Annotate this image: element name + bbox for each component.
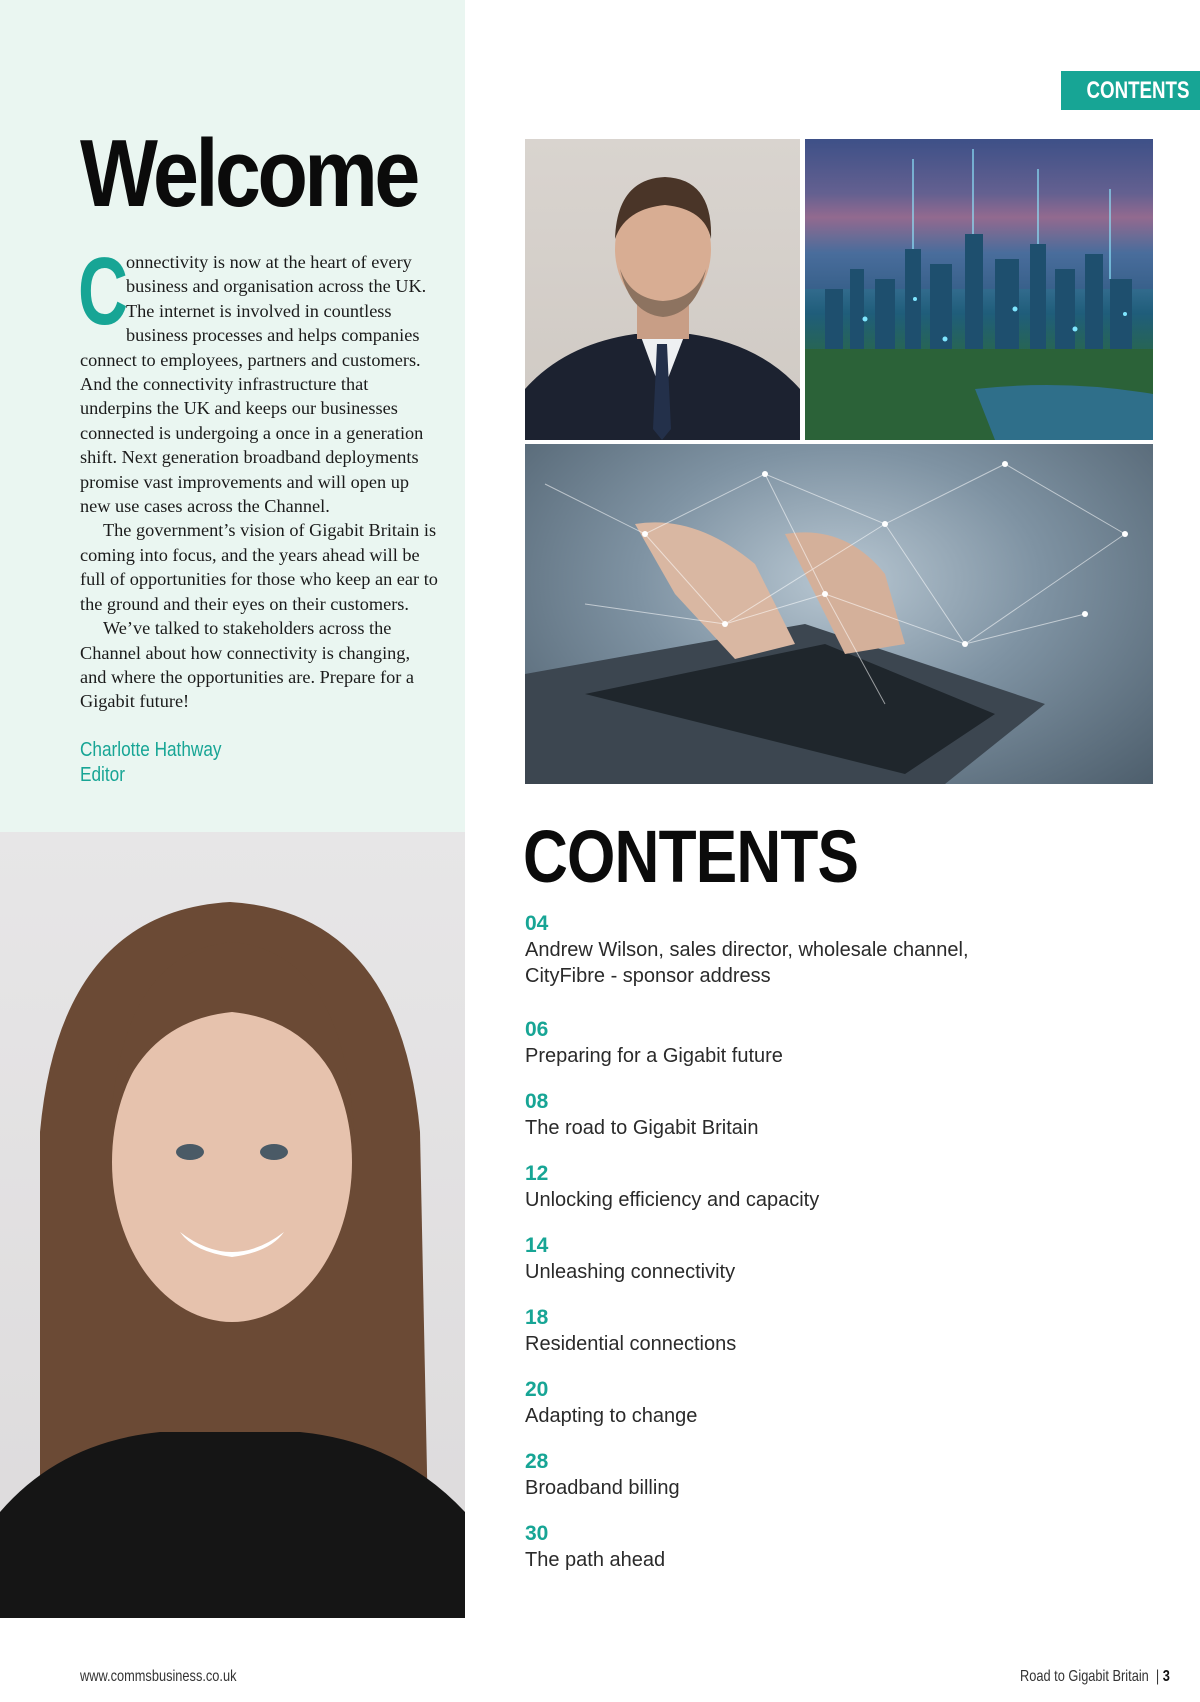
contents-page-number: 12 — [525, 1162, 549, 1185]
editor-role: Editor — [80, 764, 125, 786]
laptop-network-photo — [525, 444, 1153, 784]
footer-publication-title: Road to Gigabit Britain — [1020, 1668, 1149, 1685]
contents-item[interactable] — [525, 1160, 1145, 1213]
editor-portrait-photo — [0, 832, 465, 1618]
contents-item-title: Broadband billing — [525, 1477, 680, 1499]
welcome-intro — [78, 238, 438, 714]
intro-paragraph-2: The government’s vision of Gigabit Britain is coming into focus, and the years ahead will be full of opportunities for those who keep an ear to the ground and their eyes on their customers. — [80, 520, 438, 614]
contents-page-number: 08 — [525, 1090, 549, 1113]
contents-item-title: Preparing for a Gigabit future — [525, 1045, 783, 1067]
contents-item-title: Andrew Wilson, sales director, wholesale channel, — [525, 939, 969, 961]
contents-item[interactable] — [525, 1376, 1145, 1429]
contents-item[interactable] — [525, 1016, 1145, 1069]
contents-item-title: Unleashing connectivity — [525, 1261, 736, 1283]
contents-item[interactable] — [525, 1232, 1145, 1285]
contents-item[interactable] — [525, 1520, 1145, 1573]
dropcap-letter: C — [78, 238, 128, 345]
contents-item-title: Adapting to change — [525, 1405, 698, 1427]
contents-page-number: 06 — [525, 1018, 549, 1041]
contents-item-title: The path ahead — [525, 1549, 666, 1571]
intro-paragraph-3: We’ve talked to stakeholders across the Channel about how connectivity is changing, and where the opportunities are. Prepare for a Gigabit future! — [80, 618, 414, 712]
intro-paragraph-1-text: onnectivity is now at the heart of every business and organisation across the UK. The internet is involved in countless business processes and helps companies connect to employees, partners and customers. And the connectivity infrastructure that underpins the UK and keeps our businesses connected is undergoing a once in a generation shift. Next generation broadband deployments promise vast improvements and will open up new use cases across the Channel. — [80, 252, 427, 517]
contents-item-title: The road to Gigabit Britain — [525, 1117, 759, 1139]
contents-item[interactable] — [525, 910, 1145, 989]
editor-name: Charlotte Hathway — [80, 739, 222, 761]
footer-website[interactable]: www.commsbusiness.co.uk — [80, 1668, 237, 1685]
contents-page-number: 20 — [525, 1378, 549, 1401]
contents-title: CONTENTS — [523, 815, 859, 898]
section-tag-label: CONTENTS — [1086, 76, 1189, 104]
contents-item[interactable] — [525, 1448, 1145, 1501]
footer-separator: | — [1155, 1668, 1160, 1685]
sponsor-portrait-photo — [525, 139, 800, 440]
section-tag — [1061, 71, 1200, 110]
contents-item-title: Unlocking efficiency and capacity — [525, 1189, 820, 1211]
intro-paragraph-1 — [78, 238, 438, 518]
contents-item-title: Residential connections — [525, 1333, 737, 1355]
city-skyline-photo — [805, 139, 1153, 440]
contents-item[interactable] — [525, 1304, 1145, 1357]
footer-publication — [1020, 1668, 1170, 1686]
contents-page-number: 18 — [525, 1306, 549, 1329]
contents-page-number: 28 — [525, 1450, 549, 1473]
contents-item[interactable] — [525, 1088, 1145, 1141]
editor-signature — [80, 738, 221, 788]
contents-list — [525, 910, 1145, 1592]
footer-page-number: 3 — [1162, 1668, 1170, 1685]
contents-item-title: CityFibre - sponsor address — [525, 965, 771, 987]
contents-page-number: 30 — [525, 1522, 549, 1545]
contents-page-number: 14 — [525, 1234, 549, 1257]
welcome-title: Welcome — [80, 120, 417, 227]
contents-page-number: 04 — [525, 912, 549, 935]
